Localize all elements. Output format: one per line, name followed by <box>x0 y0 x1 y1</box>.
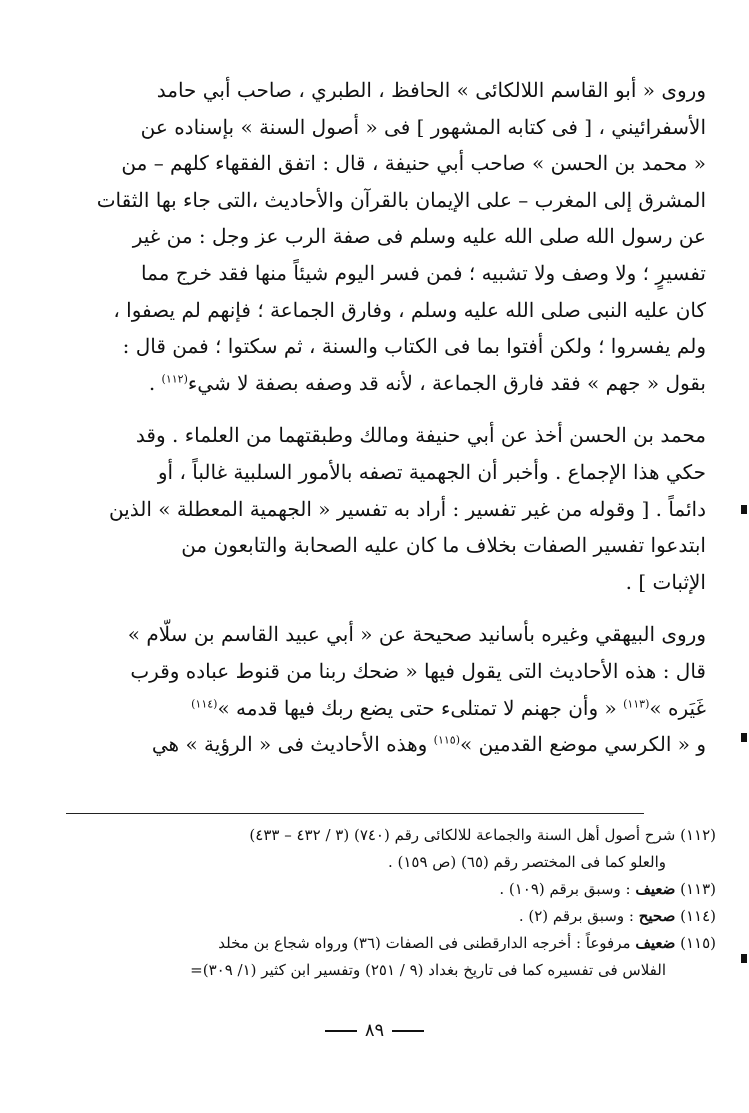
p3-line-4a: و « الكرسي موضع القدمين » <box>460 732 706 757</box>
paragraph-3 <box>66 616 706 762</box>
footnote-113 <box>66 876 716 903</box>
paragraph-2 <box>66 417 706 600</box>
footnote-separator <box>66 813 644 814</box>
footnote-ref-114[interactable]: (١١٤) <box>191 696 218 710</box>
p1-line-4: المشرق إلى المغرب – على الإيمان بالقرآن والأحاديث ،التى جاء بها الثقات <box>96 187 706 212</box>
p3-line-4b: وهذه الأحاديث فى « الرؤية » هي <box>151 732 434 757</box>
footnote-ref-115[interactable]: (١١٥) <box>433 733 460 747</box>
page-number <box>0 1020 749 1041</box>
p3-line-3b: « وأن جهنم لا تمتلىء حتى يضع ربك فيها قدمه » <box>217 695 624 720</box>
p2-line-1: محمد بن الحسن أخذ عن أبي حنيفة ومالك وطبقتهما من العلماء . وقد <box>135 423 706 448</box>
footnote-112-line-1: (١١٢) شرح أصول أهل السنة والجماعة للالكائى رقم (٧٤٠) (٣ / ٤٣٢ – ٤٣٣) <box>249 826 716 844</box>
footnote-115-number: (١١٥) <box>675 934 716 952</box>
footnote-115-text: مرفوعاً : أخرجه الدارقطنى فى الصفات (٣٦) ورواه شجاع بن مخلد <box>218 934 636 952</box>
p1-line-9: بقول « جهم » فقد فارق الجماعة ، لأنه قد وصفه بصفة لا شيء <box>187 370 706 395</box>
footnote-115-grade: ضعيف <box>635 934 676 952</box>
footnote-112-line-2: والعلو كما فى المختصر رقم (٦٥) (ص ١٥٩) . <box>387 853 666 871</box>
footnote-114-number: (١١٤) <box>675 907 716 925</box>
p2-line-3: دائماً . [ وقوله من غير تفسير : أراد به تفسير « الجهمية المعطلة » الذين <box>108 496 706 521</box>
p1-line-5: عن رسول الله صلى الله عليه وسلم فى صفة الرب عز وجل : من غير <box>132 224 706 249</box>
page-number-dash-right <box>325 1030 357 1032</box>
p1-line-7: كان عليه النبى صلى الله عليه وسلم ، وفارق الجماعة ؛ فإنهم لم يصفوا ، <box>113 297 706 322</box>
p3-line-2: قال : هذه الأحاديث التى يقول فيها « ضحك ربنا من قنوط عباده وقرب <box>130 658 706 683</box>
p1-line-2: الأسفرائيني ، [ فى كتابه المشهور ] فى « أصول السنة » بإسناده عن <box>140 114 706 139</box>
scan-margin-mark <box>741 505 747 514</box>
footnote-115 <box>66 930 716 957</box>
p2-line-4: ابتدعوا تفسير الصفات بخلاف ما كان عليه الصحابة والتابعون من <box>181 533 706 558</box>
page-number-value: ٨٩ <box>364 1020 385 1041</box>
footnotes <box>66 822 716 984</box>
footnote-115-cont <box>66 957 716 984</box>
p3-line-3a: غَيَره » <box>649 695 706 720</box>
paragraph-1 <box>66 72 706 401</box>
footnote-115-line-2: الفلاس فى تفسيره كما فى تاريخ بغداد (٩ / ٢٥١) وتفسير ابن كثير (١/ ٣٠٩)= <box>190 961 666 979</box>
footnote-112-cont <box>66 849 716 876</box>
p2-line-2: حكي هذا الإجماع . وأخبر أن الجهمية تصفه بالأمور السلبية غالباً ، أو <box>157 459 706 484</box>
p1-line-9-end: . <box>148 370 162 395</box>
p1-line-6: تفسيرٍ ؛ ولا وصف ولا تشبيه ؛ فمن فسر اليوم شيئاً منها فقد خرج مما <box>140 260 706 285</box>
scan-margin-mark <box>741 954 747 963</box>
p2-line-5: الإثبات ] . <box>625 569 706 594</box>
footnote-114-text: : وسبق برقم (٢) . <box>518 907 639 925</box>
footnote-ref-113[interactable]: (١١٣) <box>623 696 650 710</box>
page-number-dash-left <box>392 1030 424 1032</box>
footnote-ref-112[interactable]: (١١٢) <box>161 372 188 386</box>
footnote-113-grade: ضعيف <box>635 880 676 898</box>
footnote-113-number: (١١٣) <box>675 880 716 898</box>
scan-margin-mark <box>741 733 747 742</box>
p3-line-1: وروى البيهقي وغيره بأسانيد صحيحة عن « أبي عبيد القاسم بن سلّام » <box>127 622 706 647</box>
footnote-114 <box>66 903 716 930</box>
p1-line-8: ولم يفسروا ؛ ولكن أفتوا بما فى الكتاب والسنة ، ثم سكتوا ؛ فمن قال : <box>122 334 706 359</box>
footnote-114-grade: صحيح <box>638 907 676 925</box>
p1-line-3: « محمد بن الحسن » صاحب أبي حنيفة ، قال : اتفق الفقهاء كلهم – من <box>121 151 706 176</box>
footnote-112 <box>66 822 716 849</box>
p1-line-1: وروى « أبو القاسم اللالكائى » الحافظ ، الطبري ، صاحب أبي حامد <box>156 78 706 102</box>
main-text <box>66 72 706 763</box>
footnote-113-text: : وسبق برقم (١٠٩) . <box>499 880 636 898</box>
